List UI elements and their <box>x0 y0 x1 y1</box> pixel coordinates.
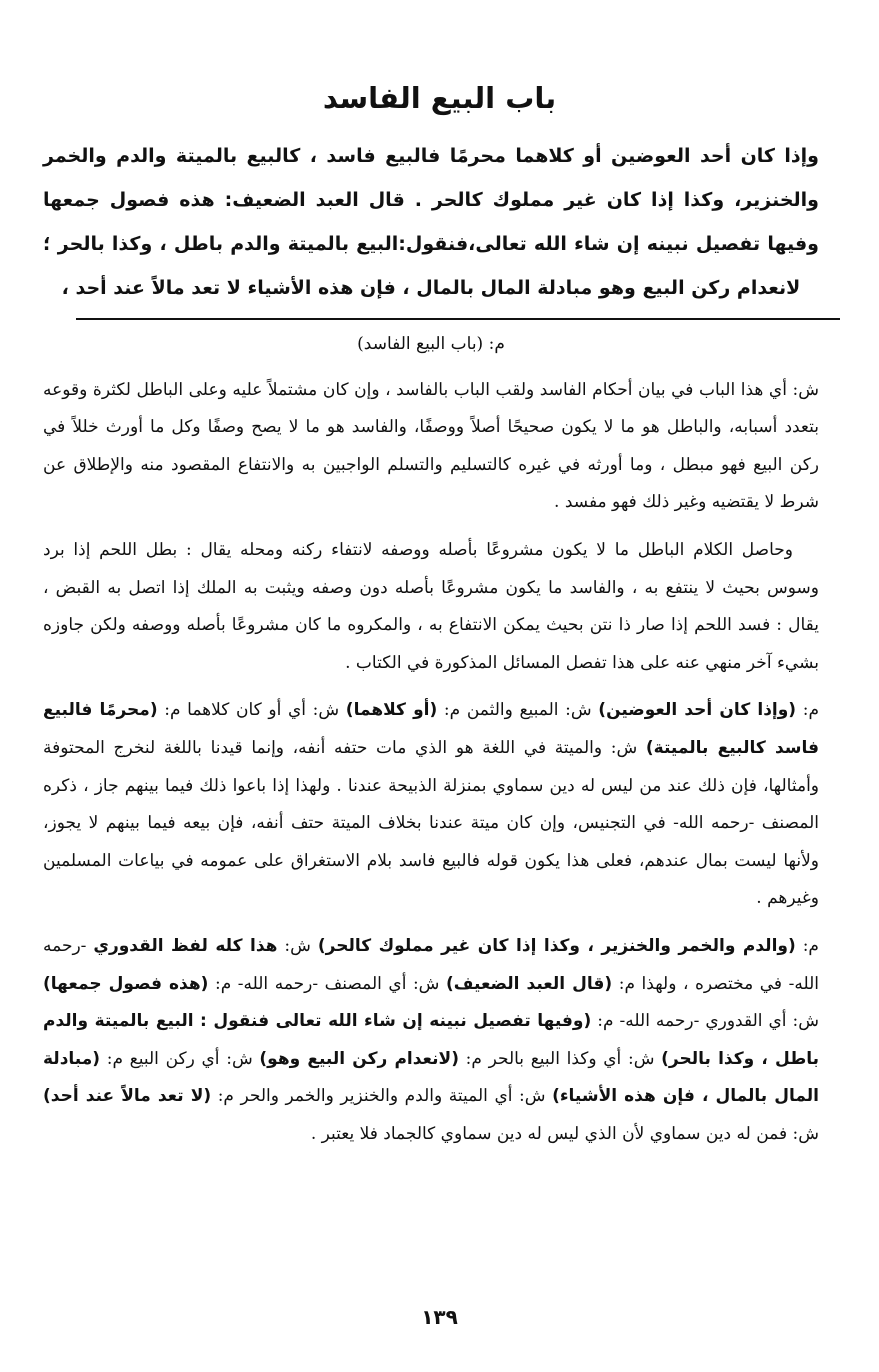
quoted-matn: (لانعدام ركن البيع وهو) <box>259 1048 459 1069</box>
quoted-matn: (محرمًا فالبيع فاسد كالبيع بالميتة) <box>43 700 819 758</box>
section-divider <box>76 318 840 320</box>
paragraph-gap <box>43 522 819 532</box>
text-run: ش: أي أو كان كلاهما م: <box>157 700 346 721</box>
quoted-matn: (وفيها تفصيل نبينه إن شاء الله تعالى فنقول : البيع بالميتة والدم باطل ، وكذا بالحر) <box>43 1011 819 1069</box>
commentary-section-header: م: (باب البيع الفاسد) <box>357 334 505 354</box>
text-run: ش: فمن له دين سماوي لأن الذي ليس له دين سماوي كالجماد فلا يعتبر . <box>310 1123 819 1144</box>
commentary-paragraph-2: وحاصل الكلام الباطل ما لا يكون مشروعًا بأصله ووصفه لانتفاء ركنه ومحله يقال : بطل اللحم إذا برد وسوس بحيث لا ينتفع به ، والفاسد ما يكون مشروعًا بأصله دون وصفه ويثبت به الملك إذا اتصل به القبض ، يقال : فسد اللحم إذا صار ذا نتن بحيث يمكن الانتفاع به ، والمكروه ما كان مشروعًا بأصله ووصفه ولكن جاوزه بشيء آخر منهي عنه على هذا تفصل المسائل المذكورة في الكتاب . <box>43 539 819 673</box>
text-run: ش: أي ركن البيع م: <box>100 1048 260 1069</box>
quoted-matn: (لا تعد مالاً عند أحد) <box>43 1086 212 1107</box>
commentary-paragraph-3 <box>43 692 819 918</box>
commentary-paragraph-1: ش: أي هذا الباب في بيان أحكام الفاسد ولقب الباب بالفاسد ، وإن كان مشتملاً عليه وعلى الباطل لكثرة وقوعه بتعدد أسبابه، والباطل هو ما لا يكون صحيحًا أصلاً ووصفًا، والفاسد هو ما لا يصح وصفًا وكل ما أورث خللاً في ركن البيع فهو مبطل ، وما أورثه في غيره كالتسليم والتسلم الواجبين به والانتفاع المقصود منه والإطلاق عن شرط لا يقتضيه وغير ذلك فهو مفسد . <box>43 379 819 513</box>
quoted-matn: (والدم والخمر والخنزير ، وكذا إذا كان غير مملوك كالحر) <box>317 935 796 956</box>
text-run: ش: أي وكذا البيع بالحر م: <box>458 1048 662 1069</box>
text-run: ش: <box>277 935 318 956</box>
paragraph-gap <box>43 682 819 692</box>
quoted-matn: (وإذا كان أحد العوضين) <box>598 700 797 721</box>
main-text-block <box>43 134 819 310</box>
text-run: ش: أي القدوري -رحمه الله- م: <box>591 1011 819 1032</box>
text-run: ش: أي المصنف -رحمه الله- م: <box>208 973 446 994</box>
text-run: م: <box>795 935 819 956</box>
page-number: ١٣٩ <box>421 1305 458 1329</box>
main-text: وإذا كان أحد العوضين أو كلاهما محرمًا فالبيع فاسد ، كالبيع بالميتة والدم والخمر والخنزير، وكذا إذا كان غير مملوك كالحر . قال العبد الضعيف: هذه فصول جمعها وفيها تفصيل نبينه إن شاء الله تعالى،فنقول:البيع بالميتة والدم باطل ، وكذا بالحر ؛ لانعدام ركن البيع وهو مبادلة المال بالمال ، فإن هذه الأشياء لا تعد مالاً عند أحد ، <box>43 145 819 299</box>
text-run: ش: المبيع والثمن م: <box>437 700 599 721</box>
text-run: م: <box>796 700 819 721</box>
text-run: ش: والميتة في اللغة هو الذي مات حتفه أنفه، وإنما قيدنا باللغة لنخرج المحتوفة وأمثالها، فإن ذلك عند من ليس له دين سماوي بمنزلة الذبيحة عندنا . ولهذا إذا باعوا ذلك فيما بينهم جاز ، ذكره المصنف -رحمه الله- في التجنيس، وإن كان ميتة عندنا بخلاف الميتة حتف أنفه، فإن بيعه فيما بينهم لا يجوز، ولأنها ليست بمال عندهم، فعلى هذا يكون قوله فالبيع فاسد بلام الاستغراق على عمومه في بياعات المسلمين وغيرهم . <box>43 737 819 909</box>
quoted-matn: (هذه فصول جمعها) <box>43 973 209 994</box>
commentary-block <box>43 326 819 1153</box>
quoted-matn: (قال العبد الضعيف) <box>445 973 613 994</box>
text-run: ش: أي الميتة والدم والخنزير والخمر والحر م: <box>211 1086 553 1107</box>
quoted-matn: (أو كلاهما) <box>345 700 438 721</box>
commentary-paragraph-4 <box>43 928 819 1154</box>
paragraph-gap <box>43 918 819 928</box>
quoted-matn: (مبادلة المال بالمال ، فإن هذه الأشياء) <box>43 1048 819 1107</box>
quoted-matn: هذا كله لفظ القدوري <box>93 935 278 956</box>
chapter-title: باب البيع الفاسد <box>322 81 557 115</box>
text-run: -رحمه الله- في مختصره ، ولهذا م: <box>43 935 819 994</box>
